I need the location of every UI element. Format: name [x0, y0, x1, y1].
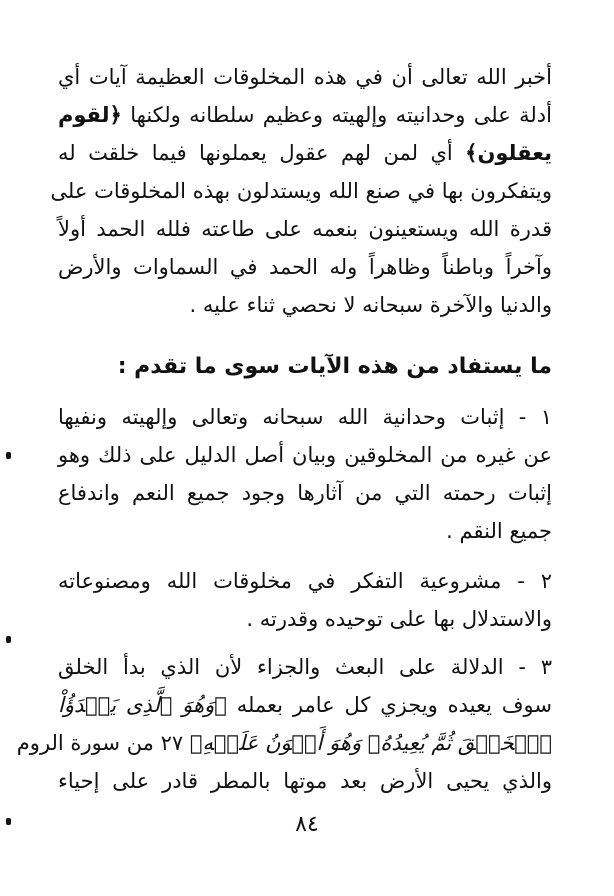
quran-verse-part-2: ٱلۡخَلۡقَ ثُمَّ يُعِيدُهُۥ وَهُوَ أَهۡوَنُ عَلَيۡهِ﴾: [189, 731, 552, 755]
point-3-line-4: والذي يحيى الأرض بعد موتها بالمطر قادر على إحياء: [58, 769, 552, 793]
paragraph-line-5: قدرة الله ويستعينون بنعمه على طاعته فلله الحمد أولاً: [58, 217, 552, 241]
scan-speck-2: [6, 636, 11, 643]
paragraph-line-2: [58, 96, 552, 134]
paragraph-line-3-text: أي لمن لهم عقول يعملونها فيما خلقت له: [58, 141, 453, 165]
scan-speck-1: [6, 452, 11, 459]
point-3-line-2-text: سوف يعيده ويجزي كل عامر بعمله: [236, 693, 552, 717]
quran-verse-part-1: ﴿وَهُوَ ٱلَّذِى يَبۡدَؤُاْ: [58, 693, 227, 717]
point-3-line-3: [16, 724, 552, 762]
paragraph-line-3: [58, 134, 552, 172]
page-number: ٨٤: [295, 812, 319, 837]
scan-speck-3: [6, 818, 11, 825]
paragraph-line-7: والدنيا والآخرة سبحانه لا نحصي ثناء عليه .: [189, 293, 552, 317]
paragraph-line-1: أخبر الله تعالى أن في هذه المخلوقات العظيمة آيات أي: [58, 65, 552, 89]
point-1-line-2: عن غيره من المخلوقين وبيان أصل الدليل على ذلك وهو: [58, 443, 552, 467]
paragraph-line-2-text: أدلة على وحدانيته وإلهيته وعظيم سلطانه ولكنها: [130, 103, 552, 127]
point-3-line-1: ٣ - الدلالة على البعث والجزاء لأن الذي بدأ الخلق: [58, 655, 552, 679]
point-1-line-4: جميع النقم .: [446, 519, 552, 543]
quran-quote-open: ﴿لقوم: [58, 103, 122, 127]
section-heading: ما يستفاد من هذه الآيات سوى ما تقدم :: [117, 354, 552, 379]
paragraph-line-4: ويتفكرون بها في صنع الله ويستدلون بهذه المخلوقات على: [50, 179, 552, 203]
verse-reference: ٢٧ من سورة الروم: [16, 731, 184, 755]
paragraph-line-6: وآخراً وباطناً وظاهراً وله الحمد في السماوات والأرض: [58, 255, 552, 279]
point-1-line-1: ١ - إثبات وحدانية الله سبحانه وتعالى وإلهيته ونفيها: [58, 405, 552, 429]
point-3-line-2: [58, 686, 552, 724]
point-2-line-2: والاستدلال بها على توحيده وقدرته .: [246, 607, 552, 631]
quran-quote-close: يعقلون﴾: [465, 141, 552, 165]
point-1-line-3: إثبات رحمته التي من آثارها وجود جميع النعم واندفاع: [58, 481, 552, 505]
point-2-line-1: ٢ - مشروعية التفكر في مخلوقات الله ومصنوعاته: [58, 569, 552, 593]
